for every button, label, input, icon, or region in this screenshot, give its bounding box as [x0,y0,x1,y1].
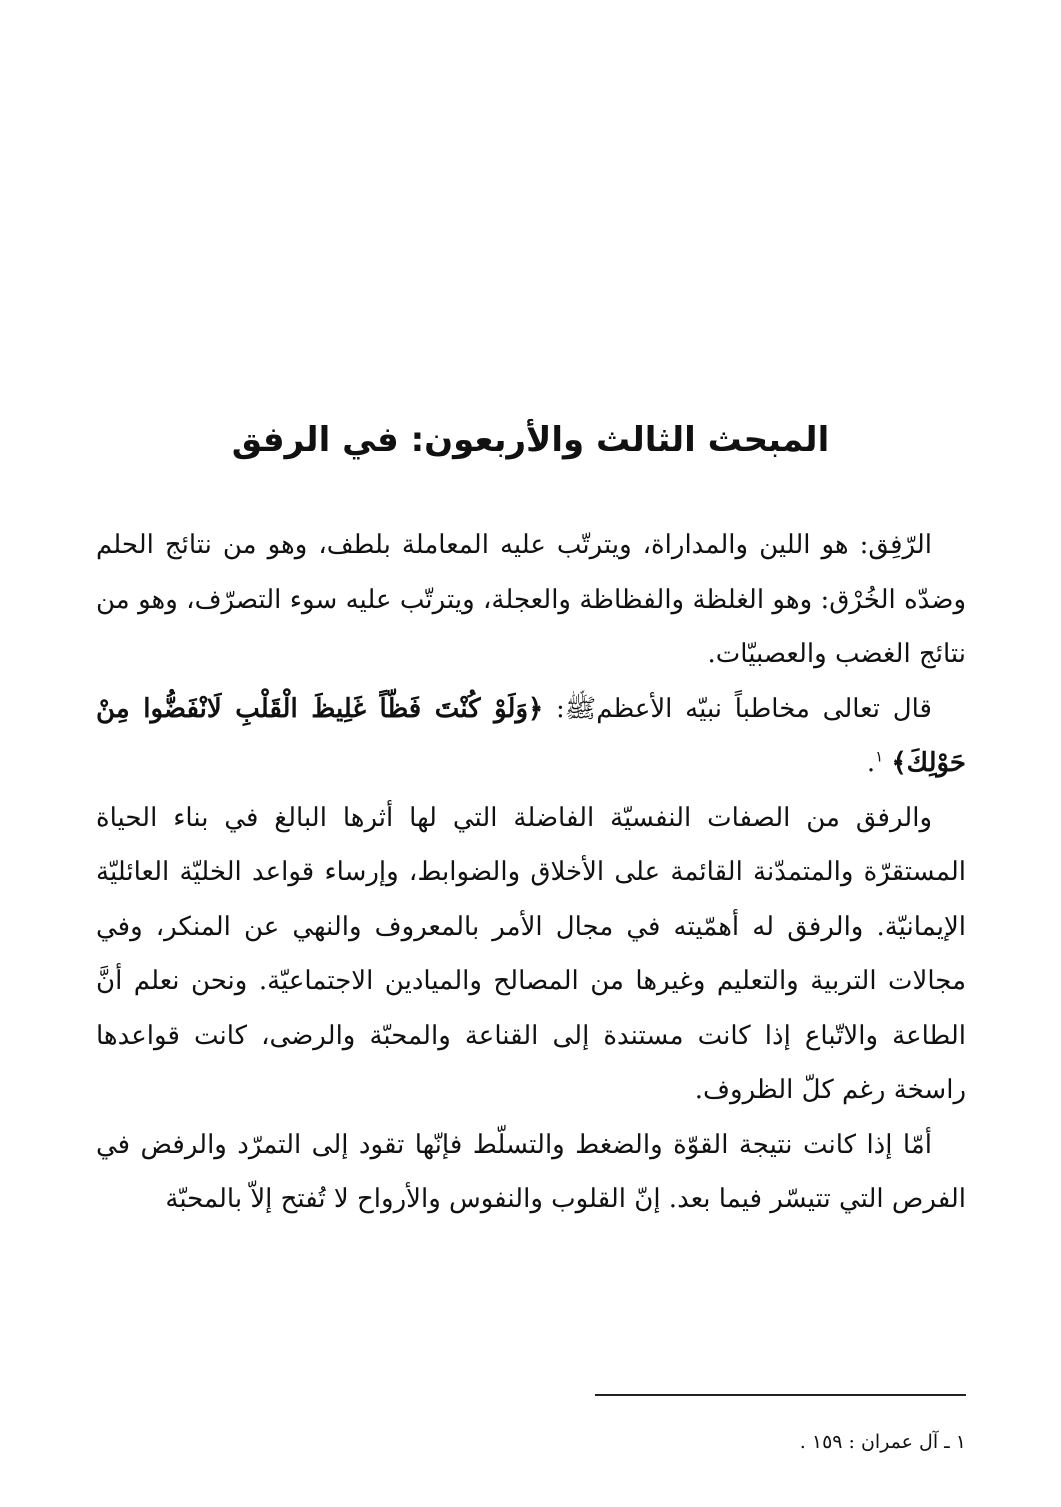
citation-end: . [866,748,876,778]
paragraph-consequence: أمّا إذا كانت نتيجة القوّة والضغط والتسلّط فإنّها تقود إلى التمرّد والرفض في الفرص التي تتيسّر فيما بعد. إنّ القلوب والنفوس والأرواح لا تُفتح إلاّ بالمحبّة [96,1129,966,1214]
paragraph-quran-citation [96,682,966,791]
footnote-divider [595,1394,966,1396]
body-text [96,518,966,1227]
footnote: ١ ـ آل عمران : ١٥٩ . [799,1431,966,1453]
citation-intro: قال تعالى مخاطباً نبيّه الأعظمﷺ: [543,693,932,724]
paragraph-importance: والرفق من الصفات النفسيّة الفاضلة التي لها أثرها البالغ في بناء الحياة المستقرّة والمتمدّنة القائمة على الأخلاق والضوابط، وإرساء قواعد الخليّة العائليّة الإيمانيّة. والرفق له أهمّيته في مجال الأمر بالمعروف والنهي عن المنكر، وفي مجالات التربية والتعليم وغيرها من المصالح والميادين الاجتماعيّة. ونحن نعلم أنَّ الطاعة والاتّباع إذا كانت مستندة إلى القناعة والمحبّة والرضى، كانت قواعدها راسخة رغم كلّ الظروف. [96,802,966,1105]
quran-verse: ﴿وَلَوْ كُنْتَ فَظّاً غَلِيظَ الْقَلْبِ لَانْفَضُّوا مِنْ حَوْلِكَ﴾ [96,693,966,778]
paragraph-definition: الرّفِق: هو اللين والمداراة، ويترتّب عليه المعاملة بلطف، وهو من نتائج الحلم وضدّه الخُرْق: وهو الغلظة والفظاظة والعجلة، ويترتّب عليه سوء التصرّف، وهو من نتائج الغضب والعصبيّات. [96,530,966,669]
footnote-reference[interactable]: ١ [875,747,884,766]
chapter-title: المبحث الثالث والأربعون: في الرفق [231,420,830,460]
